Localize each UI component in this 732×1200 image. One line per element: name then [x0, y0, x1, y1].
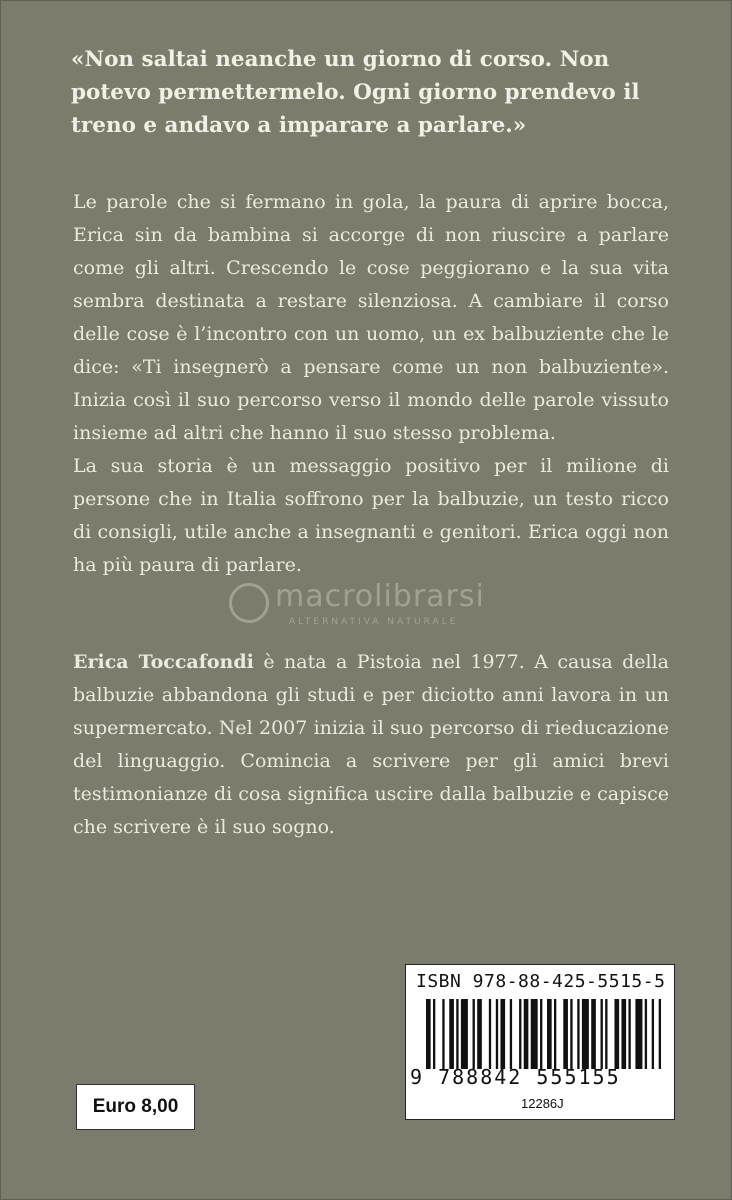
barcode-bar: [449, 999, 454, 1069]
pull-quote: «Non saltai neanche un giorno di corso. Non potevo permettermelo. Ogni giorno prendevo il treno e andavo a imparare a parlare.»: [71, 47, 640, 138]
barcode-bar: [433, 999, 435, 1069]
blurb: [73, 186, 669, 582]
barcode-bar: [582, 999, 589, 1069]
barcode-bar: [614, 999, 619, 1069]
price-label: Euro 8,00: [76, 1084, 195, 1130]
barcode-bar: [442, 999, 444, 1069]
barcode-bar: [628, 999, 630, 1069]
barcode-bar: [456, 999, 458, 1069]
barcode-bar: [570, 999, 572, 1069]
barcode-bar: [531, 999, 538, 1069]
author-bio-text: è nata a Pistoia nel 1977. A causa della balbuzie abbandona gli studi e per diciotto anni lavora in un supermercato. Nel 2007 inizia il suo percorso di rieducazione del linguaggio. Comincia a scrivere per gli amici brevi testimonianze di cosa significa uscire dalla balbuzie e capisce che scrivere è il suo sogno.: [73, 651, 670, 838]
barcode-bar: [563, 999, 568, 1069]
author-bio: [73, 646, 669, 844]
barcode-bar: [540, 999, 542, 1069]
barcode-bar: [426, 999, 431, 1069]
barcode-bar: [591, 999, 596, 1069]
barcode-bar: [524, 999, 529, 1069]
barcode-bar: [473, 999, 475, 1069]
barcode-bar: [605, 999, 607, 1069]
barcode-digits: 9 788842 555155: [410, 1065, 621, 1089]
isbn-label: ISBN 978-88-425-5515-5: [416, 971, 666, 992]
barcode-bar: [496, 999, 498, 1069]
barcode-bar: [621, 999, 626, 1069]
barcode-bar: [601, 999, 603, 1069]
barcode-bar: [477, 999, 482, 1069]
blurb-paragraph-2: La sua storia è un messaggio positivo per il milione di persone che in Italia soffrono per la balbuzie, un testo ricco di consigli, utile anche a insegnanti e genitori. Erica oggi non ha più paura di parlare.: [73, 455, 669, 576]
barcode-bar: [547, 999, 552, 1069]
barcode-bar: [577, 999, 579, 1069]
barcode: [426, 999, 668, 1069]
barcode-bar: [635, 999, 642, 1069]
barcode-bar: [500, 999, 505, 1069]
author-name: Erica Toccafondi: [73, 651, 254, 673]
barcode-bar: [645, 999, 647, 1069]
isbn-box: [405, 964, 675, 1120]
barcode-bar: [519, 999, 521, 1069]
blurb-paragraph-1: Le parole che si fermano in gola, la paura di aprire bocca, Erica sin da bambina si accorge di non riuscire a parlare come gli altri. Crescendo le cose peggiorano e la sua vita sembra destinata a restare silenziosa. A cambiare il corso delle cose è l’incontro con un uomo, un ex balbuziente che le dice: «Ti insegnerò a pensare come un non balbuziente». Inizia così il suo percorso verso il mondo delle parole vissuto insieme ad altri che hanno il suo stesso problema.: [73, 191, 669, 444]
watermark: [229, 577, 569, 633]
watermark-name: macrolibrarsi: [275, 579, 485, 614]
barcode-bar: [652, 999, 654, 1069]
barcode-bar: [461, 999, 468, 1069]
barcode-bar: [489, 999, 491, 1069]
barcode-bar: [554, 999, 556, 1069]
product-code: 12286J: [521, 1096, 564, 1111]
barcode-bar: [510, 999, 512, 1069]
barcode-bar: [659, 999, 661, 1069]
watermark-tagline: ALTERNATIVA NATURALE: [289, 617, 459, 627]
macrolibrarsi-logo-icon: [229, 583, 269, 623]
